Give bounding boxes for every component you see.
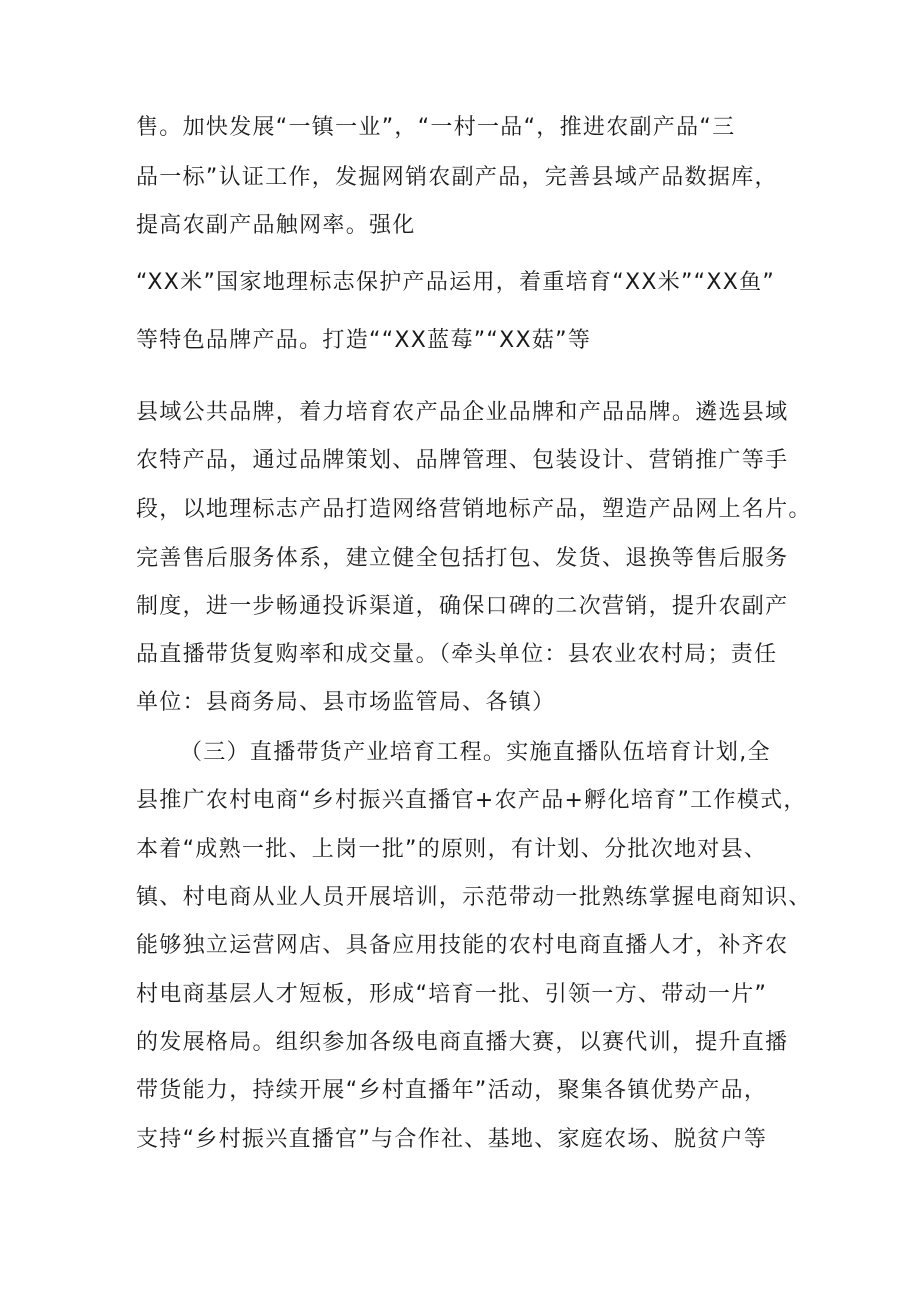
text-line: 本着“成熟一批、上岗一批”的原则，有计划、分批次地对县、 <box>136 837 768 862</box>
text-line: 的发展格局。组织参加各级电商直播大赛，以赛代训，提升直播 <box>136 1030 789 1055</box>
text-line: 品直播带货复购率和成交量。（牵头单位：县农业农村局；责任 <box>136 642 778 667</box>
text-line: 村电商基层人才短板，形成“培育一批、引领一方、带动一片” <box>136 982 768 1007</box>
text-line: 等特色品牌产品。打造““XX蓝莓”“XX菇”等 <box>136 328 592 353</box>
text-line: 能够独立运营网店、具备应用技能的农村电商直播人才，补齐农 <box>136 933 789 958</box>
text-line: 农特产品，通过品牌策划、品牌管理、包装设计、营销推广等手 <box>136 448 789 473</box>
text-line: 镇、村电商从业人员开展培训，示范带动一批熟练掌握电商知识、 <box>136 885 812 910</box>
text-line: 单位：县商务局、县市场监管局、各镇） <box>136 690 556 715</box>
text-line: 制度，进一步畅通投诉渠道，确保口碑的二次营销，提升农副产 <box>136 594 789 619</box>
section-heading-line: （三）直播带货产业培育工程。实施直播队伍培育计划,全 <box>180 740 771 765</box>
text-line: 售。加快发展“一镇一业”，“一村一品“，推进农副产品“三 <box>136 115 736 140</box>
text-line: 县域公共品牌，着力培育农产品企业品牌和产品品牌。遴选县域 <box>136 400 789 425</box>
text-line: 完善售后服务体系，建立健全包括打包、发货、退换等售后服务 <box>136 546 789 571</box>
text-line: 支持“乡村振兴直播官”与合作社、基地、家庭农场、脱贫户等 <box>136 1127 768 1152</box>
text-line: 提高农副产品触网率。强化 <box>136 213 416 238</box>
text-line: “XX米”国家地理标志保护产品运用，着重培育“XX米”“XX鱼” <box>136 270 776 295</box>
text-line: 县推广农村电商“乡村振兴直播官+农产品+孵化培育”工作模式， <box>136 788 807 813</box>
text-line: 品一标”认证工作，发掘网销农副产品，完善县域产品数据库， <box>136 165 778 190</box>
text-line: 段，以地理标志产品打造网络营销地标产品，塑造产品网上名片。 <box>136 497 812 522</box>
text-line: 带货能力，持续开展“乡村直播年”活动，聚集各镇优势产品， <box>136 1078 768 1103</box>
